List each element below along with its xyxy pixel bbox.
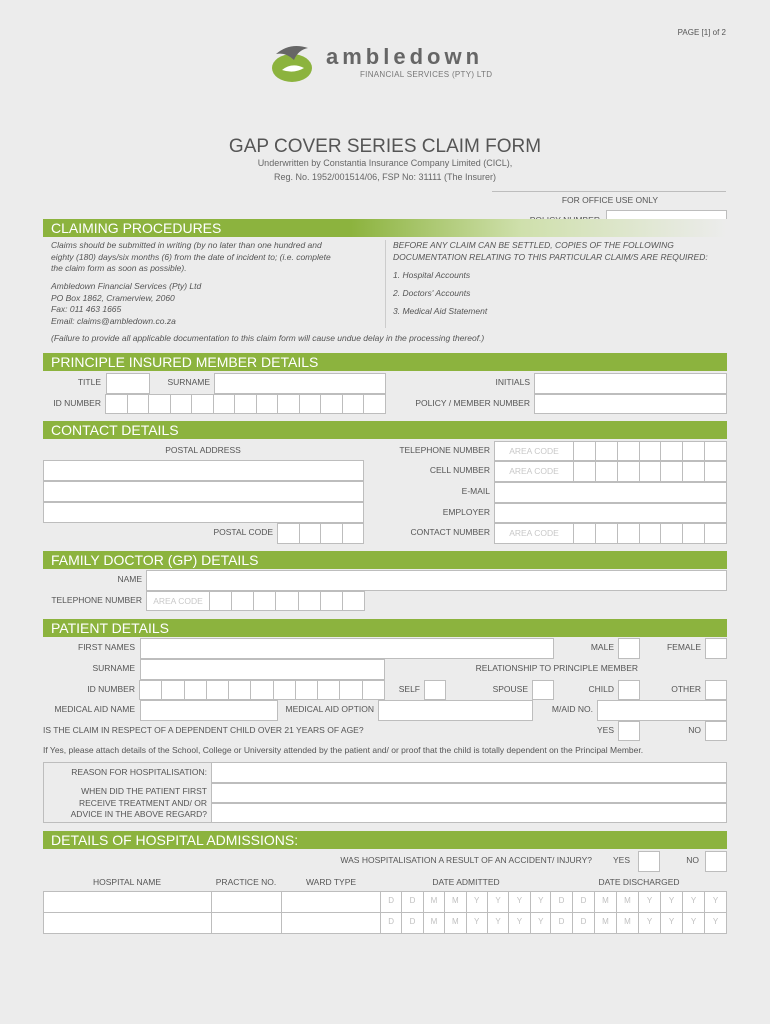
contact-number-grid[interactable] (574, 523, 727, 544)
spouse-checkbox[interactable] (532, 680, 554, 700)
other-label: OTHER (671, 684, 701, 694)
required-heading-line: BEFORE ANY CLAIM CAN BE SETTLED, COPIES OF THE FOLLOWING (393, 240, 674, 250)
when-field-2[interactable] (211, 803, 727, 823)
hospital-name-field[interactable] (43, 891, 212, 913)
employer-field[interactable] (494, 503, 727, 523)
claims-text-line: the claim form as soon as possible). (51, 263, 187, 273)
claims-text-line: eighty (180) days/six months (6) from the date of incident to; (i.e. complete (51, 251, 331, 262)
postal-code-grid[interactable] (278, 523, 364, 544)
required-item: 3. Medical Aid Statement (393, 306, 488, 316)
principal-member-header: PRINCIPLE INSURED MEMBER DETAILS (43, 353, 727, 371)
postal-code-label: POSTAL CODE (213, 527, 273, 537)
telephone-area-code[interactable]: AREA CODE (494, 441, 574, 461)
self-checkbox[interactable] (424, 680, 446, 700)
reason-field[interactable] (211, 762, 727, 783)
if-yes-note: If Yes, please attach details of the School, College or University attended by the patient and/ or proof that the child is totally dependent on the Principal Member. (43, 745, 644, 755)
title-label: TITLE (77, 377, 101, 387)
medical-aid-name-field[interactable] (140, 700, 278, 721)
claiming-procedures-header: CLAIMING PROCEDURES (43, 219, 727, 237)
date-admitted-grid[interactable]: D D M M Y Y Y Y (381, 891, 552, 913)
telephone-grid[interactable] (574, 441, 727, 461)
patient-details-header: PATIENT DETAILS (43, 619, 727, 637)
dependent-no-checkbox[interactable] (705, 721, 727, 741)
patient-surname-label: SURNAME (92, 663, 135, 673)
failure-note: (Failure to provide all applicable documentation to this claim form will cause undue delay in the processing thereof.) (51, 333, 485, 343)
female-checkbox[interactable] (705, 638, 727, 659)
cell-grid[interactable] (574, 461, 727, 482)
accident-question: WAS HOSPITALISATION A RESULT OF AN ACCIDENT/ INJURY? (340, 855, 592, 865)
accident-no-checkbox[interactable] (705, 851, 727, 872)
self-label: SELF (398, 684, 420, 694)
doctor-name-field[interactable] (146, 570, 727, 591)
maid-no-label: M/AID NO. (551, 704, 593, 714)
hospital-name-field[interactable] (43, 912, 212, 934)
patient-id-label: ID NUMBER (87, 684, 135, 694)
address-line: Ambledown Financial Services (Pty) Ltd (51, 281, 202, 291)
child-label: CHILD (588, 684, 614, 694)
form-title: GAP COVER SERIES CLAIM FORM (228, 136, 542, 157)
other-checkbox[interactable] (705, 680, 727, 700)
accident-no-label: NO (686, 855, 699, 865)
medical-aid-name-label: MEDICAL AID NAME (54, 704, 135, 714)
required-item: 2. Doctors' Accounts (393, 288, 471, 298)
when-label-line: RECEIVE TREATMENT AND/ OR (79, 797, 207, 808)
child-checkbox[interactable] (618, 680, 640, 700)
accident-yes-checkbox[interactable] (638, 851, 660, 872)
email-label: E-MAIL (461, 486, 490, 496)
ward-type-field[interactable] (281, 912, 382, 934)
date-discharged-grid[interactable]: D D M M Y Y Y Y (551, 912, 727, 934)
date-discharged-label: DATE DISCHARGED (598, 877, 680, 887)
title-field[interactable] (106, 373, 150, 394)
email-field[interactable] (494, 482, 727, 503)
contact-details-header: CONTACT DETAILS (43, 421, 727, 439)
doctor-name-label: NAME (117, 574, 142, 584)
required-heading-line: DOCUMENTATION RELATING TO THIS PARTICULAR CLAIM/S ARE REQUIRED: (393, 251, 708, 262)
surname-field[interactable] (214, 373, 386, 394)
surname-label: SURNAME (167, 377, 210, 387)
patient-id-grid[interactable] (140, 680, 385, 700)
bird-logo-icon (268, 40, 324, 84)
dependent-question: IS THE CLAIM IN RESPECT OF A DEPENDENT CHILD OVER 21 YEARS OF AGE? (43, 725, 364, 735)
first-names-field[interactable] (140, 638, 554, 659)
male-checkbox[interactable] (618, 638, 640, 659)
address-line: Fax: 011 463 1665 (51, 304, 122, 314)
practice-no-field[interactable] (211, 912, 282, 934)
male-label: MALE (590, 642, 614, 652)
hospital-name-label: HOSPITAL NAME (92, 877, 161, 887)
family-doctor-header: FAMILY DOCTOR (GP) DETAILS (43, 551, 727, 569)
dependent-yes-checkbox[interactable] (618, 721, 640, 741)
accident-yes-label: YES (612, 855, 630, 865)
claims-text-line: Claims should be submitted in writing (by no later than one hundred and (51, 240, 322, 250)
reason-label: REASON FOR HOSPITALISATION: (71, 767, 207, 777)
policy-member-label: POLICY / MEMBER NUMBER (415, 398, 530, 408)
policy-member-field[interactable] (534, 394, 727, 414)
relationship-label: RELATIONSHIP TO PRINCIPLE MEMBER (475, 663, 638, 673)
required-item: 1. Hospital Accounts (393, 270, 471, 280)
cell-label: CELL NUMBER (429, 465, 490, 475)
when-label-line: WHEN DID THE PATIENT FIRST (81, 786, 207, 796)
practice-no-field[interactable] (211, 891, 282, 913)
address-line: PO Box 1862, Cramerview, 2060 (51, 292, 175, 303)
contact-area-code[interactable]: AREA CODE (494, 523, 574, 544)
ward-type-field[interactable] (281, 891, 382, 913)
postal-address-line-2[interactable] (43, 481, 364, 502)
when-label-line: ADVICE IN THE ABOVE REGARD? (70, 809, 207, 819)
underwritten-text: Underwritten by Constantia Insurance Company Limited (CICL), (257, 158, 513, 168)
date-admitted-grid[interactable]: D D M M Y Y Y Y (381, 912, 552, 934)
ward-type-label: WARD TYPE (305, 877, 357, 887)
registration-text: Reg. No. 1952/001514/06, FSP No: 31111 (The Insurer) (274, 172, 496, 182)
postal-address-line-1[interactable] (43, 460, 364, 481)
initials-label: INITIALS (495, 377, 530, 387)
date-admitted-label: DATE ADMITTED (432, 877, 500, 887)
when-field-1[interactable] (211, 783, 727, 803)
female-label: FEMALE (666, 642, 701, 652)
medical-aid-option-label: MEDICAL AID OPTION (285, 704, 374, 714)
brand-subtitle: FINANCIAL SERVICES (PTY) LTD (360, 70, 493, 79)
postal-address-line-3[interactable] (43, 502, 364, 523)
contact-number-label: CONTACT NUMBER (410, 527, 490, 537)
practice-no-label: PRACTICE NO. (215, 877, 277, 887)
page-number: PAGE [1] of 2 (677, 28, 726, 37)
office-use-label: FOR OFFICE USE ONLY (561, 195, 658, 205)
spouse-label: SPOUSE (492, 684, 528, 694)
id-number-label: ID NUMBER (53, 398, 101, 408)
first-names-label: FIRST NAMES (78, 642, 135, 652)
brand-name: ambledown (326, 44, 484, 69)
patient-surname-field[interactable] (140, 659, 385, 680)
dependent-yes-label: YES (596, 725, 614, 735)
maid-no-field[interactable] (597, 700, 727, 721)
dependent-no-label: NO (688, 725, 701, 735)
employer-label: EMPLOYER (442, 507, 490, 517)
hospital-admissions-header: DETAILS OF HOSPITAL ADMISSIONS: (43, 831, 727, 849)
doctor-telephone-label: TELEPHONE NUMBER (51, 595, 142, 605)
medical-aid-option-field[interactable] (378, 700, 533, 721)
telephone-label: TELEPHONE NUMBER (399, 445, 490, 455)
doctor-area-code[interactable]: AREA CODE (146, 591, 210, 611)
id-number-grid[interactable] (106, 394, 386, 414)
cell-area-code[interactable]: AREA CODE (494, 461, 574, 482)
doctor-telephone-grid[interactable] (210, 591, 365, 611)
initials-field[interactable] (534, 373, 727, 394)
postal-address-label: POSTAL ADDRESS (165, 445, 241, 455)
date-discharged-grid[interactable]: D D M M Y Y Y Y (551, 891, 727, 913)
address-line: Email: claims@ambledown.co.za (51, 315, 176, 326)
